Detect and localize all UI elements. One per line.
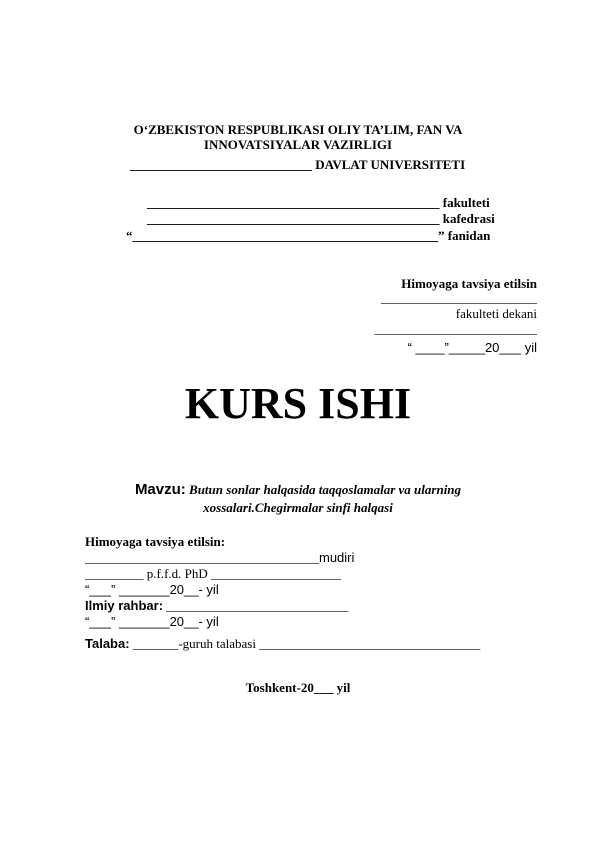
supervisor-blank: ____________________________ xyxy=(163,598,349,613)
university-blank: ____________________________ xyxy=(130,157,312,172)
department-label: kafedrasi xyxy=(439,211,495,226)
student-group: -guruh talabasi xyxy=(178,636,260,651)
approval-top-signature-line: ________________________ xyxy=(381,290,537,305)
topic-text-1: Butun sonlar halqasida taqqoslamalar va ularning xyxy=(185,482,462,497)
faculty-blank: _____________________________________________ xyxy=(147,195,440,210)
subject-label: ” fanidan xyxy=(438,228,491,243)
student-label: Talaba: xyxy=(85,636,130,651)
document-title: KURS ISHI xyxy=(184,379,412,428)
degree-blank-2: ____________________ xyxy=(211,566,342,581)
subject-line xyxy=(126,228,490,244)
university-name: DAVLAT UNIVERSITETI xyxy=(312,157,466,172)
ministry-header xyxy=(0,122,596,152)
approval-top-dean: fakulteti dekani xyxy=(455,306,537,321)
head-blank: ____________________________________ xyxy=(85,550,319,565)
subject-blank: _______________________________________________ xyxy=(132,228,438,243)
approval-top-title: Himoyaga tavsiya etilsin xyxy=(401,276,537,291)
approval-bottom-date-2: “___” _______20__- yil xyxy=(85,614,219,629)
ministry-line-2: INNOVATSIYALAR VAZIRLIGI xyxy=(203,137,393,152)
student-name-blank: __________________________________ xyxy=(259,636,481,651)
ministry-line-1: O‘ZBEKISTON RESPUBLIKASI OLIY TA’LIM, FAN VA xyxy=(133,122,463,137)
department-line xyxy=(147,211,495,227)
approval-bottom-date-1: “___” _______20__- yil xyxy=(85,582,219,597)
topic-text-2: xossalari.Chegirmalar sinfi halqasi xyxy=(203,500,393,515)
approval-bottom-head-line xyxy=(85,550,354,566)
faculty-label: fakulteti xyxy=(439,195,490,210)
degree-blank: _________ xyxy=(85,566,144,581)
approval-top-name-line: _________________________ xyxy=(374,321,537,336)
approval-bottom-degree-line xyxy=(85,566,341,582)
approval-top-date: “ ____”_____20___ yil xyxy=(407,340,537,355)
student-blank: _______ xyxy=(129,636,179,651)
university-line xyxy=(130,157,465,173)
department-blank: _____________________________________________ xyxy=(147,211,440,226)
faculty-line xyxy=(147,195,490,211)
supervisor-label: Ilmiy rahbar: xyxy=(85,598,164,613)
student-line xyxy=(85,636,480,652)
subject-open-quote: “ xyxy=(126,228,133,243)
degree-text: p.f.f.d. PhD xyxy=(143,566,212,581)
topic-line-1 xyxy=(0,481,596,499)
approval-bottom-title: Himoyaga tavsiya etilsin: xyxy=(85,534,226,549)
topic-label: Mavzu: xyxy=(134,481,186,498)
city-year: Toshkent-20___ yil xyxy=(245,680,351,695)
head-role: mudiri xyxy=(319,550,355,565)
supervisor-line xyxy=(85,598,348,614)
